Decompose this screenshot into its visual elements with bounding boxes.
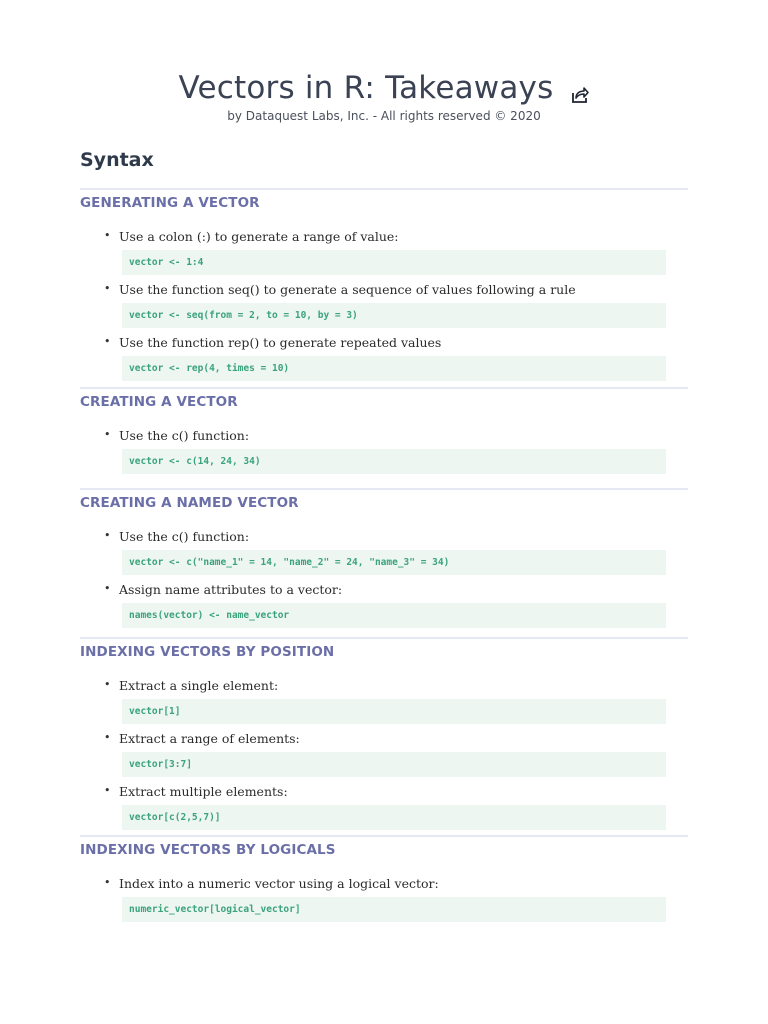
list-item	[80, 582, 688, 628]
code-block: vector[1]	[122, 699, 666, 724]
bullet-icon: •	[104, 678, 111, 691]
section-generating-a-vector	[80, 188, 688, 388]
code-block: vector <- seq(from = 2, to = 10, by = 3)	[122, 303, 666, 328]
bullet-icon: •	[104, 229, 111, 242]
section-title: CREATING A VECTOR	[80, 394, 238, 410]
code-block: vector[c(2,5,7)]	[122, 805, 666, 830]
item-list	[80, 678, 688, 830]
item-text: Assign name attributes to a vector:	[119, 582, 343, 597]
section-divider	[80, 387, 688, 389]
list-item	[80, 428, 688, 474]
bullet-icon: •	[104, 428, 111, 441]
share-icon[interactable]	[570, 77, 590, 97]
page-title: Vectors in R: Takeaways	[178, 70, 554, 106]
bullet-icon: •	[104, 335, 111, 348]
item-list	[80, 529, 688, 628]
section-indexing-by-position	[80, 637, 688, 837]
section-title: CREATING A NAMED VECTOR	[80, 495, 299, 511]
section-divider	[80, 637, 688, 639]
code-block: vector <- c(14, 24, 34)	[122, 449, 666, 474]
code-block: vector[3:7]	[122, 752, 666, 777]
list-item	[80, 731, 688, 777]
list-item	[80, 529, 688, 575]
list-item	[80, 282, 688, 328]
item-text: Use the c() function:	[119, 529, 250, 544]
item-text: Use the function seq() to generate a sequence of values following a rule	[119, 282, 576, 297]
syntax-heading: Syntax	[80, 149, 154, 171]
item-list	[80, 428, 688, 474]
list-item	[80, 876, 688, 922]
item-list	[80, 876, 688, 922]
item-text: Extract multiple elements:	[119, 784, 288, 799]
list-item	[80, 335, 688, 381]
code-block: vector <- c("name_1" = 14, "name_2" = 24, "name_3" = 34)	[122, 550, 666, 575]
bullet-icon: •	[104, 876, 111, 889]
bullet-icon: •	[104, 582, 111, 595]
page-title-row	[0, 70, 768, 106]
bullet-icon: •	[104, 731, 111, 744]
list-item	[80, 229, 688, 275]
item-text: Extract a single element:	[119, 678, 279, 693]
item-text: Extract a range of elements:	[119, 731, 300, 746]
item-text: Index into a numeric vector using a logical vector:	[119, 876, 439, 891]
list-item	[80, 784, 688, 830]
section-title: GENERATING A VECTOR	[80, 195, 260, 211]
section-title: INDEXING VECTORS BY POSITION	[80, 644, 335, 660]
item-list	[80, 229, 688, 381]
item-text: Use the c() function:	[119, 428, 250, 443]
code-block: numeric_vector[logical_vector]	[122, 897, 666, 922]
section-title: INDEXING VECTORS BY LOGICALS	[80, 842, 336, 858]
bullet-icon: •	[104, 784, 111, 797]
byline: by Dataquest Labs, Inc. - All rights reserved © 2020	[227, 109, 541, 123]
item-text: Use the function rep() to generate repeated values	[119, 335, 442, 350]
list-item	[80, 678, 688, 724]
code-block: vector <- rep(4, times = 10)	[122, 356, 666, 381]
section-divider	[80, 188, 688, 190]
bullet-icon: •	[104, 529, 111, 542]
section-divider	[80, 488, 688, 490]
section-creating-a-named-vector	[80, 488, 688, 635]
section-creating-a-vector	[80, 387, 688, 481]
section-indexing-by-logicals	[80, 835, 688, 929]
section-divider	[80, 835, 688, 837]
code-block: vector <- 1:4	[122, 250, 666, 275]
code-block: names(vector) <- name_vector	[122, 603, 666, 628]
item-text: Use a colon (:) to generate a range of value:	[119, 229, 399, 244]
bullet-icon: •	[104, 282, 111, 295]
